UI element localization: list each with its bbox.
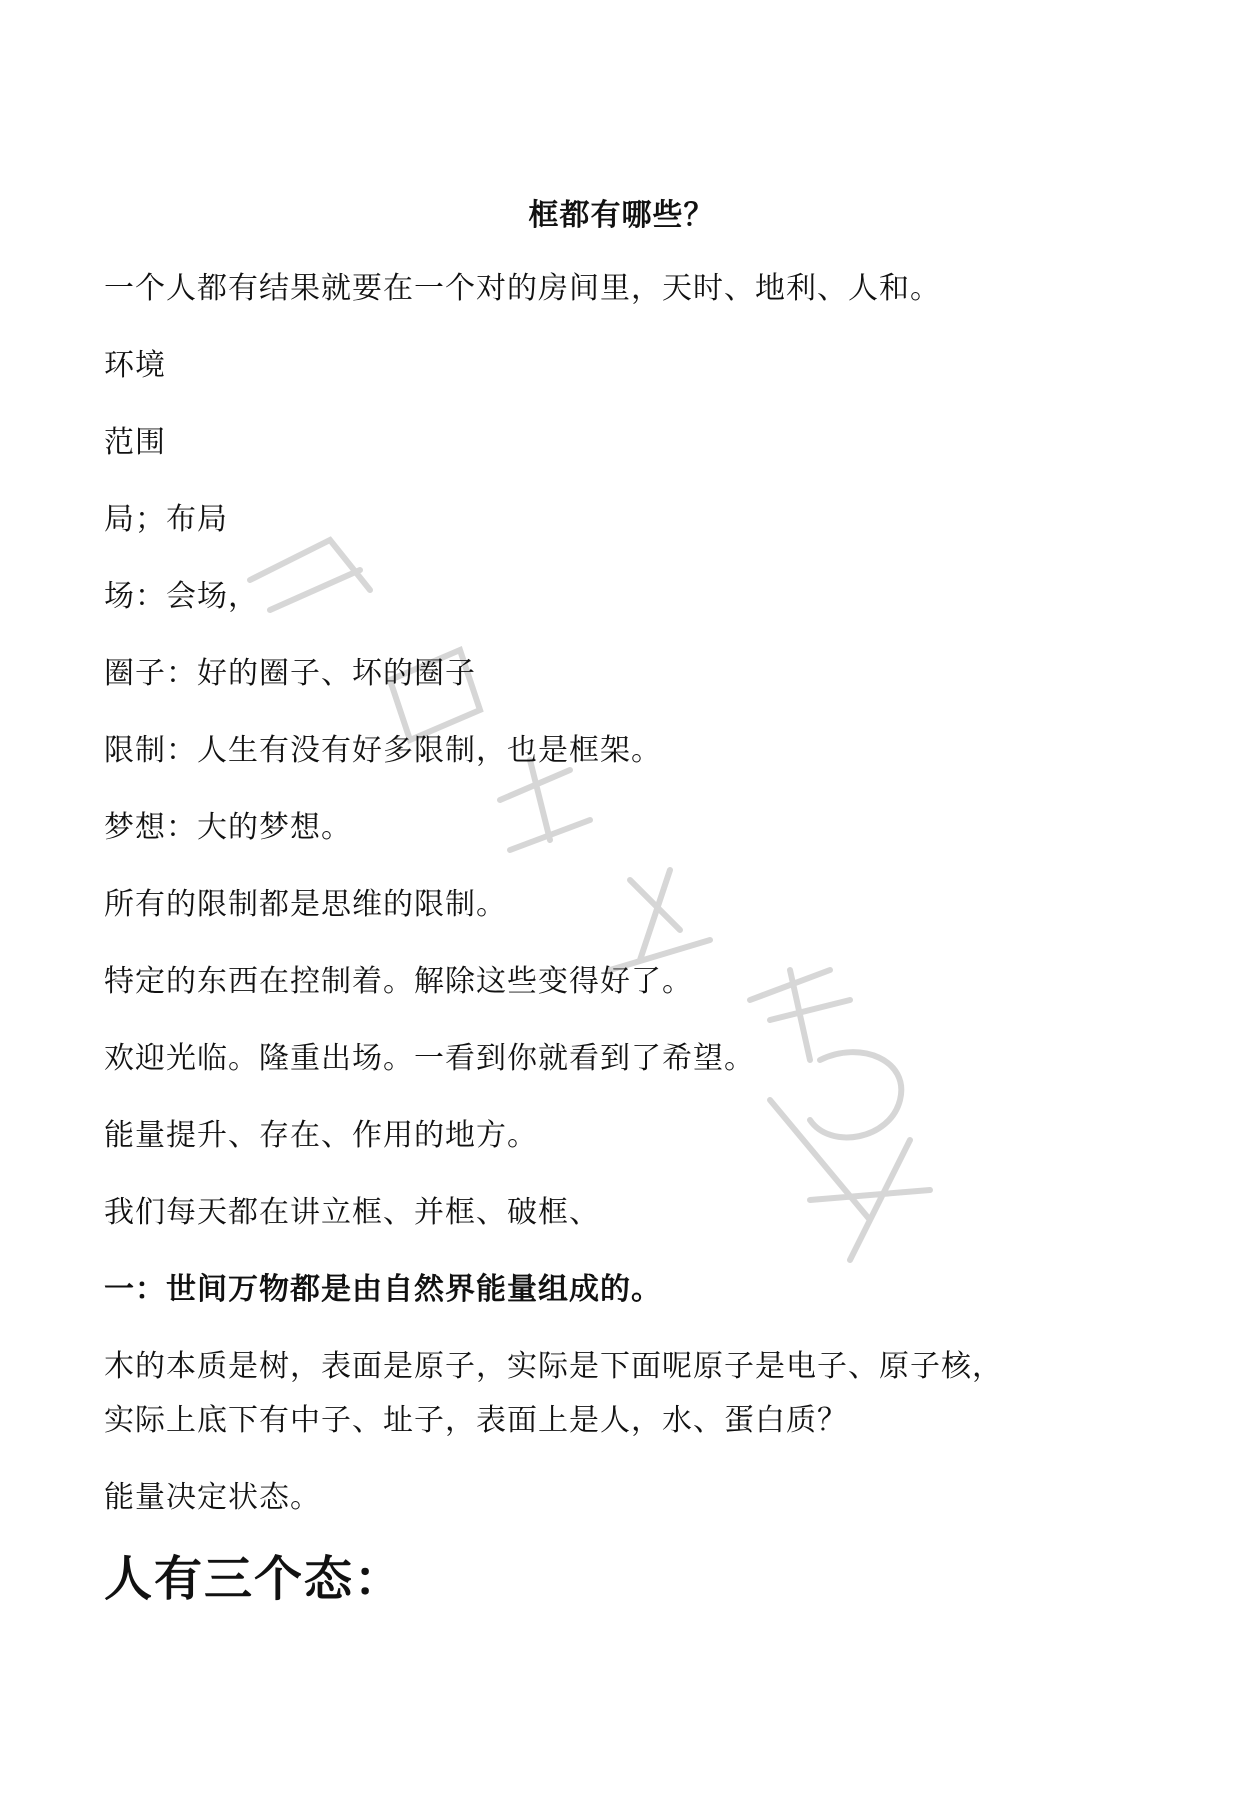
page-title: 框都有哪些？ xyxy=(528,198,715,233)
text-line-layout: 局；布局 xyxy=(104,502,228,537)
text-line-intro: 一个人都有结果就要在一个对的房间里，天时、地利、人和。 xyxy=(104,271,941,306)
text-line-welcome: 欢迎光临。隆重出场。一看到你就看到了希望。 xyxy=(104,1041,755,1076)
text-line-energy: 能量提升、存在、作用的地方。 xyxy=(104,1118,538,1153)
text-line-environment: 环境 xyxy=(104,348,166,383)
text-line-dream: 梦想：大的梦想。 xyxy=(104,810,352,845)
text-line-limits: 限制：人生有没有好多限制，也是框架。 xyxy=(104,733,662,768)
text-line-state: 能量决定状态。 xyxy=(104,1480,321,1515)
text-line-circle: 圈子：好的圈子、坏的圈子 xyxy=(104,656,476,691)
text-line-frames: 我们每天都在讲立框、并框、破框、 xyxy=(104,1195,600,1230)
text-line-point-one: 一：世间万物都是由自然界能量组成的。 xyxy=(104,1272,662,1307)
text-line-field: 场：会场， xyxy=(104,579,259,614)
text-line-control: 特定的东西在控制着。解除这些变得好了。 xyxy=(104,964,693,999)
text-line-wood: 木的本质是树，表面是原子，实际是下面呢原子是电子、原子核， xyxy=(104,1349,1003,1384)
text-line-neutron: 实际上底下有中子、址子，表面上是人，水、蛋白质？ xyxy=(104,1403,848,1438)
text-line-scope: 范围 xyxy=(104,425,166,460)
section-heading: 人有三个态： xyxy=(104,1551,405,1607)
text-line-thinking: 所有的限制都是思维的限制。 xyxy=(104,887,507,922)
